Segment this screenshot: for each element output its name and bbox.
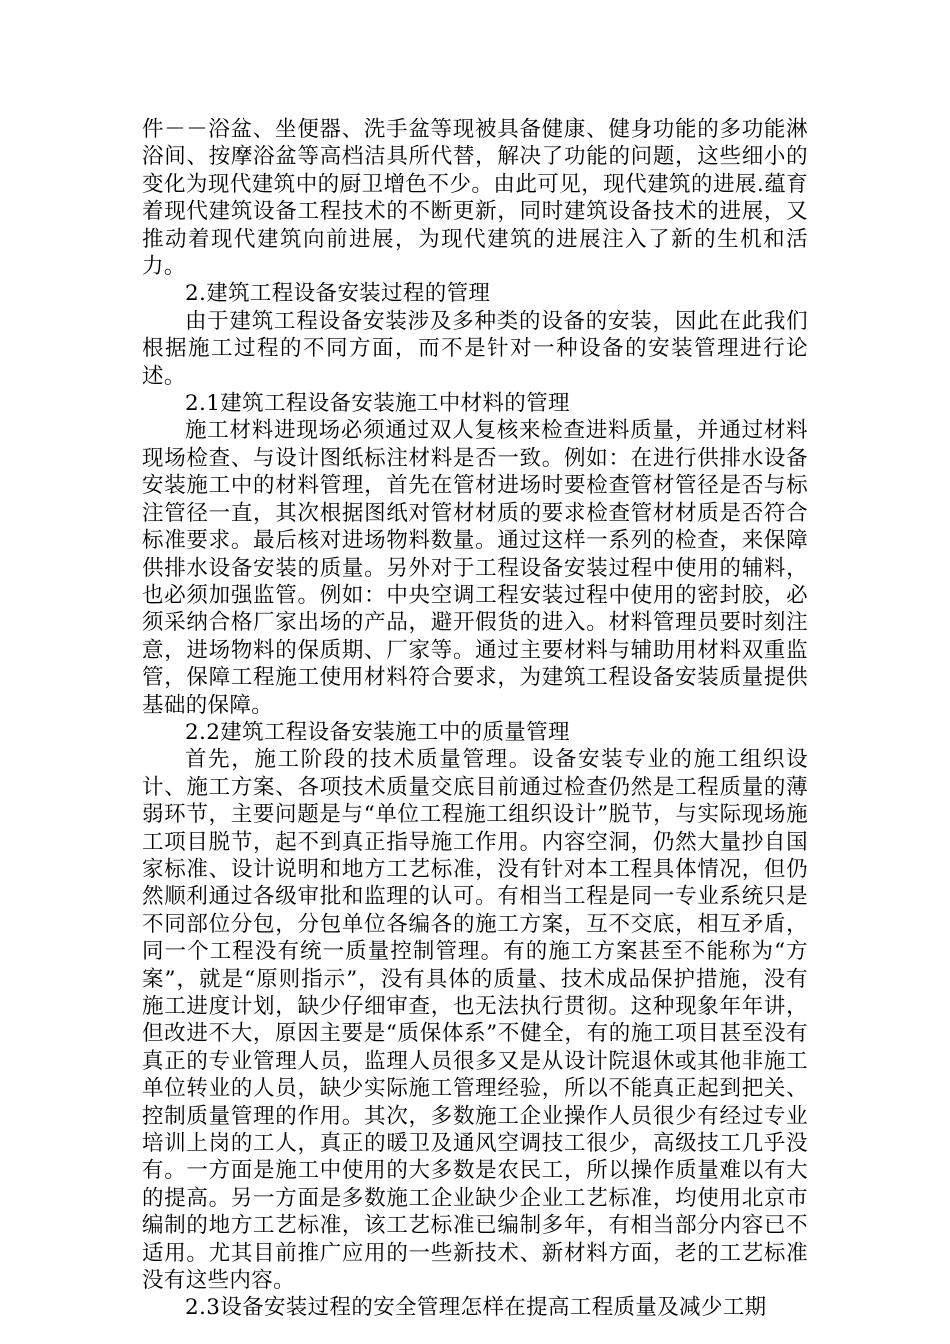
document-page <box>142 116 808 1322</box>
section-heading-2-2: 2.2建筑工程设备安装施工中的质量管理 <box>185 719 570 745</box>
section-heading-2-1: 2.1建筑工程设备安装施工中材料的管理 <box>185 391 570 417</box>
paragraph-section-2-1: 施工材料进现场必须通过双人复核来检查进料质量，并通过材料现场检查、与设计图纸标注材料是否一致。例如：在进行供排水设备安装施工中的材料管理，首先在管材进场时要检查管材管径是否与标注管径一直，其次根据图纸对管材材质的要求检查管材材质是否符合标准要求。最后核对进场物料数量。通过这样一系列的检查，来保障供排水设备安装的质量。另外对于工程设备安装过程中使用的辅料，也必须加强监管。例如：中央空调工程安装过程中使用的密封胶，必须采纳合格厂家出场的产品，避开假货的进入。材料管理员要时刻注意，进场物料的保质期、厂家等。通过主要材料与辅助用材料双重监管，保障工程施工使用材料符合要求，为建筑工程设备安装质量提供基础的保障。 <box>142 418 808 718</box>
paragraph-intro-continued: 件－－浴盆、坐便器、洗手盆等现被具备健康、健身功能的多功能淋浴间、按摩浴盆等高档洁具所代替，解决了功能的问题，这些细小的变化为现代建筑中的厨卫增色不少。由此可见，现代建筑的进展.蕴育着现代建筑设备工程技术的不断更新，同时建筑设备技术的进展，又推动着现代建筑向前进展，为现代建筑的进展注入了新的生机和活力。 <box>142 117 808 280</box>
paragraph-section-2-2: 首先，施工阶段的技术质量管理。设备安装专业的施工组织设计、施工方案、各项技术质量交底目前通过检查仍然是工程质量的薄弱环节，主要问题是与“单位工程施工组织设计”脱节，与实际现场施工项目脱节，起不到真正指导施工作用。内容空洞，仍然大量抄自国家标准、设计说明和地方工艺标准，没有针对本工程具体情况，但仍然顺利通过各级审批和监理的认可。有相当工程是同一专业系统只是不同部位分包，分包单位各编各的施工方案，互不交底，相互矛盾，同一个工程没有统一质量控制管理。有的施工方案甚至不能称为“方案”，就是“原则指示”，没有具体的质量、技术成品保护措施，没有施工进度计划，缺少仔细审查，也无法执行贯彻。这种现象年年讲，但改进不大，原因主要是“质保体系”不健全，有的施工项目甚至没有真正的专业管理人员，监理人员很多又是从设计院退休或其他非施工单位转业的人员，缺少实际施工管理经验，所以不能真正起到把关、控制质量管理的作用。其次，多数施工企业操作人员很少有经过专业培训上岗的工人，真正的暖卫及通风空调技工很少，高级技工几乎没有。一方面是施工中使用的大多数是农民工，所以操作质量难以有大的提高。另一方面是多数施工企业缺少企业工艺标准，均使用北京市编制的地方工艺标准，该工艺标准已编制多年，有相当部分内容已不适用。尤其目前推广应用的一些新技术、新材料方面，老的工艺标准没有这些内容。 <box>142 747 808 1294</box>
section-heading-2: 2.建筑工程设备安装过程的管理 <box>185 281 491 307</box>
paragraph-section-2: 由于建筑工程设备安装涉及多种类的设备的安装，因此在此我们根据施工过程的不同方面，而不是针对一种设备的安装管理进行论述。 <box>142 308 808 389</box>
section-heading-2-3: 2.3设备安装过程的安全管理怎样在提高工程质量及减少工期 <box>185 1295 767 1321</box>
